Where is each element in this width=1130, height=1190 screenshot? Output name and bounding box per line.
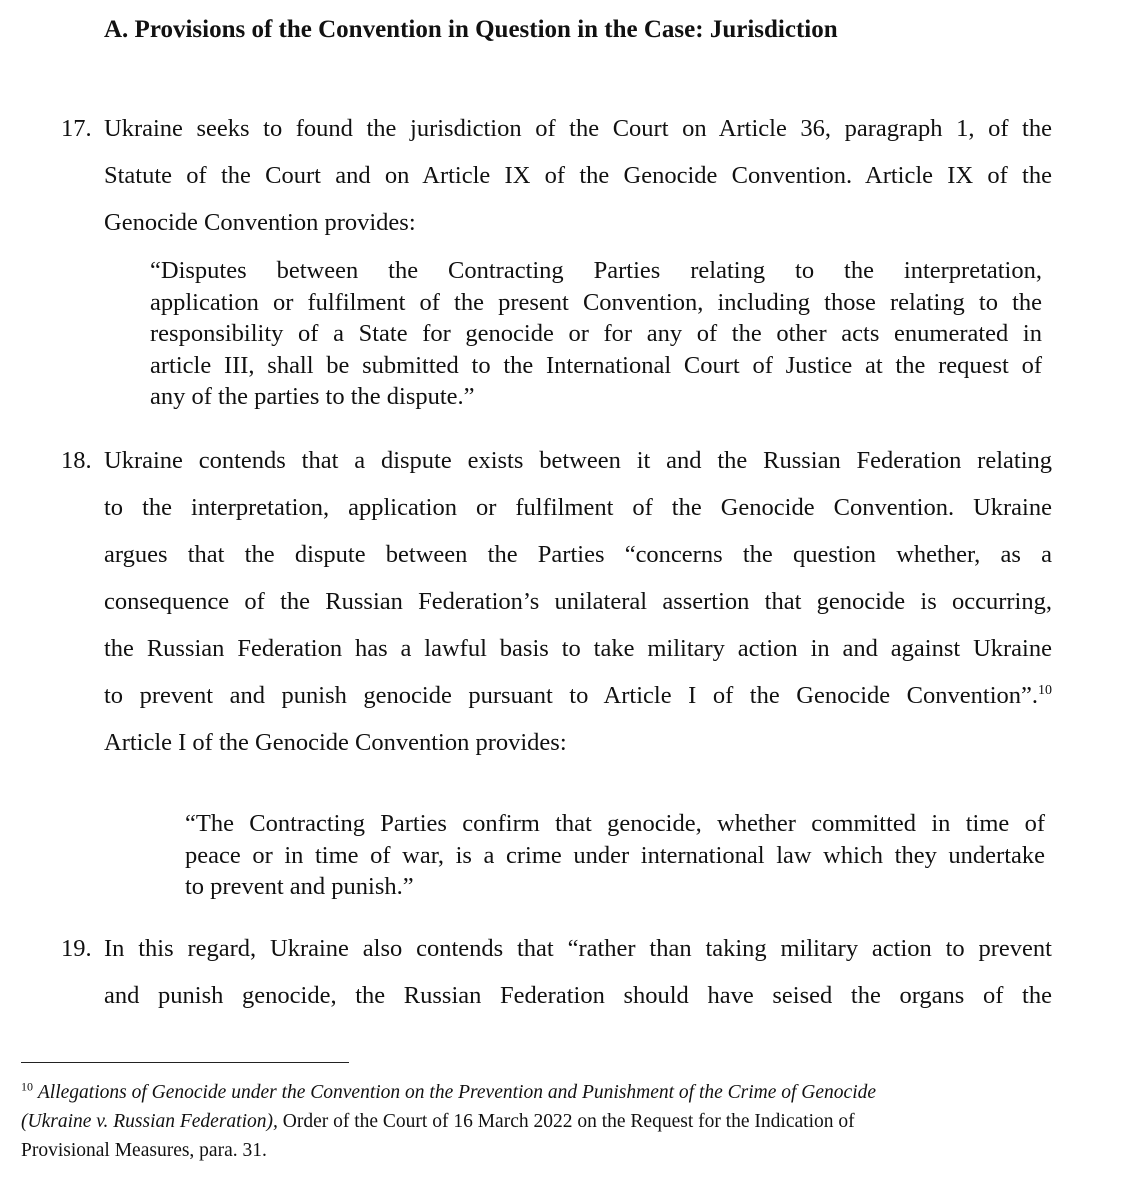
paragraph-line: Article I of the Genocide Convention provides:: [104, 729, 567, 756]
footnote-reference[interactable]: 10: [1038, 682, 1052, 698]
paragraph-line: Ukraine seeks to found the jurisdiction of the Court on Article 36, paragraph 1, of the: [104, 115, 1052, 142]
case-parties: (Ukraine v. Russian Federation),: [21, 1111, 278, 1132]
footnote-separator: [21, 1062, 349, 1063]
paragraph-line: argues that the dispute between the Parties “concerns the question whether, as a: [104, 541, 1052, 568]
paragraph-number: 18.: [61, 447, 92, 474]
footnote-text: Order of the Court of 16 March 2022 on the Request for the Indication of: [277, 1111, 855, 1132]
footnote-number: 10: [21, 1079, 33, 1094]
footnote-line: Provisional Measures, para. 31.: [21, 1140, 267, 1161]
paragraph-line: the Russian Federation has a lawful basis to take military action in and against Ukraine: [104, 635, 1052, 662]
paragraph-line: Genocide Convention provides:: [104, 209, 416, 236]
footnote-line: [21, 1107, 1031, 1136]
quote-line: to prevent and punish.”: [185, 873, 414, 900]
paragraph-line: In this regard, Ukraine also contends that “rather than taking military action to prevent: [104, 935, 1052, 962]
paragraph-17: [61, 105, 1052, 246]
quote-line: “The Contracting Parties confirm that genocide, whether committed in time of: [185, 810, 1045, 837]
paragraph-number: 19.: [61, 935, 92, 962]
paragraph-line: Ukraine contends that a dispute exists between it and the Russian Federation relating: [104, 447, 1052, 474]
paragraph-line: consequence of the Russian Federation’s unilateral assertion that genocide is occurring,: [104, 588, 1052, 615]
paragraph-18: [61, 437, 1052, 766]
paragraph-line-with-footnote: [104, 672, 1052, 719]
quote-line: responsibility of a State for genocide or for any of the other acts enumerated in: [150, 320, 1042, 347]
block-quote-article-i: [185, 808, 1045, 903]
paragraph-line: Statute of the Court and on Article IX of the Genocide Convention. Article IX of the: [104, 162, 1052, 189]
paragraph-number: 17.: [61, 115, 92, 142]
quote-line: “Disputes between the Contracting Parties relating to the interpretation,: [150, 257, 1042, 284]
quote-line: application or fulfilment of the present Convention, including those relating to the: [150, 288, 1042, 316]
paragraph-line-text: to prevent and punish genocide pursuant to Article I of the Genocide Convention”.: [104, 682, 1038, 709]
case-title: Allegations of Genocide under the Convention on the Prevention and Punishment of the Crime of Genocide: [37, 1082, 877, 1103]
footnote-10: [21, 1078, 1031, 1165]
block-quote-article-ix: [150, 255, 1042, 413]
paragraph-line: and punish genocide, the Russian Federation should have seised the organs of the: [104, 982, 1052, 1009]
quote-line: article III, shall be submitted to the International Court of Justice at the request of: [150, 351, 1042, 379]
section-heading: A. Provisions of the Convention in Question in the Case: Jurisdiction: [104, 16, 838, 43]
paragraph-19: [61, 925, 1052, 1019]
quote-line: peace or in time of war, is a crime under international law which they undertake: [185, 841, 1045, 869]
quote-line: any of the parties to the dispute.”: [150, 383, 475, 410]
paragraph-line: to the interpretation, application or fulfilment of the Genocide Convention. Ukraine: [104, 494, 1052, 521]
footnote-line: [21, 1078, 1031, 1107]
